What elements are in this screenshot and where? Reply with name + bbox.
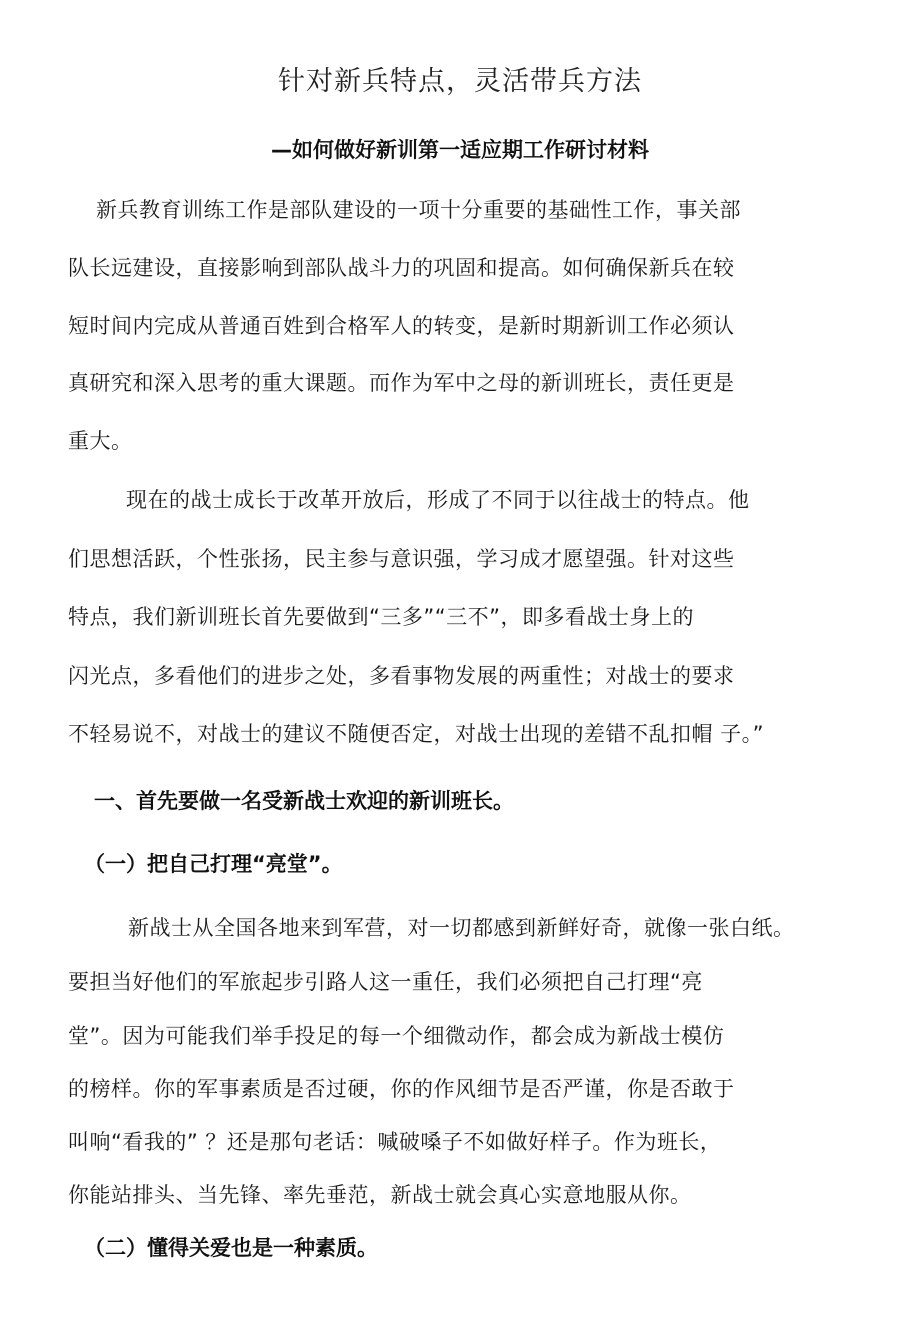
- paragraph-line: 要担当好他们的军旅起步引路人这一重任，我们必须把自己打理“亮: [68, 970, 703, 994]
- paragraph-line: 现在的战士成长于改革开放后，形成了不同于以往战士的特点。他: [126, 488, 750, 512]
- document-subtitle: —如何做好新训第一适应期工作研讨材料: [271, 138, 649, 162]
- document-title: 针对新兵特点，灵活带兵方法: [278, 66, 642, 97]
- paragraph-line: 新兵教育训练工作是部队建设的一项十分重要的基础性工作，事关部: [96, 198, 741, 222]
- paragraph-line: 堂”。因为可能我们举手投足的每一个细微动作，都会成为新战士模仿: [68, 1024, 725, 1048]
- paragraph-line: 你能站排头、当先锋、率先垂范，新战士就会真心实意地服从你。: [68, 1183, 692, 1207]
- subsection-heading: （二）懂得关爱也是一种素质。: [84, 1236, 378, 1260]
- paragraph-line: 叫响“看我的” ？还是那句老话：喊破嗓子不如做好样子。作为班长，: [68, 1130, 722, 1154]
- paragraph-line: 新战士从全国各地来到军营，对一切都感到新鲜好奇，就像一张白纸。: [128, 916, 795, 940]
- paragraph-line: 短时间内完成从普通百姓到合格军人的转变，是新时期新训工作必须认: [68, 314, 735, 338]
- paragraph-line: 闪光点，多看他们的进步之处，多看事物发展的两重性；对战士的要求: [68, 664, 735, 688]
- paragraph-line: 不轻易说不，对战士的建议不随便否定，对战士出现的差错不乱扣帽 子。”: [68, 722, 765, 746]
- paragraph-line: 队长远建设，直接影响到部队战斗力的巩固和提高。如何确保新兵在较: [68, 256, 735, 280]
- paragraph-line: 特点，我们新训班长首先要做到“三多”“三不”，即多看战士身上的: [68, 605, 695, 629]
- section-heading: 一、首先要做一名受新战士欢迎的新训班长。: [94, 789, 514, 813]
- subsection-heading: （一）把自己打理“亮堂”。: [84, 852, 343, 876]
- paragraph-line: 重大。: [68, 429, 133, 453]
- paragraph-line: 真研究和深入思考的重大课题。而作为军中之母的新训班长，责任更是: [68, 371, 735, 395]
- paragraph-line: 的榜样。你的军事素质是否过硬，你的作风细节是否严谨，你是否敢于: [68, 1077, 735, 1101]
- paragraph-line: 们思想活跃，个性张扬，民主参与意识强，学习成才愿望强。针对这些: [68, 547, 735, 571]
